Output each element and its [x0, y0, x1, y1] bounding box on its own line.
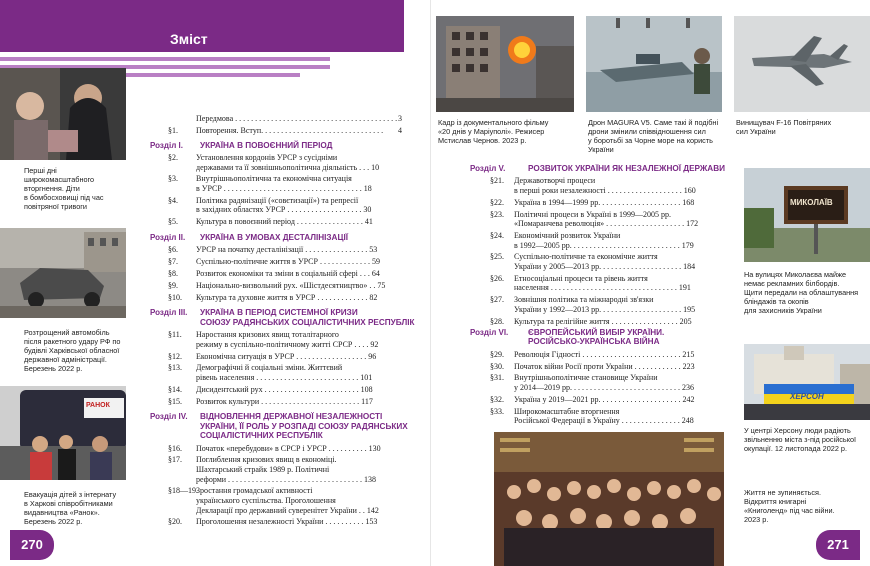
- section-label: Розділ I.: [150, 140, 183, 150]
- toc-item-text: Суспільно-політичне та економічне життя: [514, 252, 658, 262]
- toc-item-text: Початок «перебудови» в СРСР і УРСР . . . . . . . . . . 130: [196, 443, 381, 453]
- section-title: ВІДНОВЛЕННЯ ДЕРЖАВНОЇ НЕЗАЛЕЖНОСТІ: [200, 412, 383, 422]
- toc-item-number: §31.: [490, 373, 504, 383]
- section-title: ЄВРОПЕЙСЬКИЙ ВИБІР УКРАЇНИ.: [528, 328, 665, 337]
- section-title: СОЮЗУ РАДЯНСЬКИХ СОЦІАЛІСТИЧНИХ РЕСПУБЛІК: [200, 317, 415, 327]
- toc-item-text: реформи . . . . . . . . . . . . . . . . . . . . . . . . . . . . . . . . . . 138: [196, 474, 377, 484]
- section-label: Розділ VI.: [470, 328, 509, 337]
- toc-item-number: §2.: [168, 153, 178, 162]
- toc-item-text: українського суспільства. Проголошення: [196, 496, 336, 505]
- toc-item-text: Суспільно-політичне життя в УРСР . . . . . . . . . . . . . 59: [196, 257, 380, 267]
- toc-item-number: §30.: [490, 361, 504, 371]
- caption-bomb-shelter: Перші дні широкомасштабного вторгнення. Діти в бомбосховищі під час повітряної тривоги: [24, 166, 104, 211]
- toc-item-text: Культура та духовне життя в УРСР . . . . . . . . . . . . . 82: [196, 292, 378, 302]
- toc-item-number: §1.: [168, 125, 178, 135]
- toc-item-number: §5.: [168, 217, 178, 227]
- toc-item-number: §29.: [490, 349, 504, 359]
- toc-item-text: Внутрішньополітичне становище України: [514, 373, 658, 383]
- toc-item-text: Зростання громадської активності: [196, 486, 313, 496]
- toc-item-page: 4: [398, 125, 402, 135]
- toc-item-text: Політика радянізації («совєтизації») та репресії: [196, 195, 359, 205]
- ranok-logo: РАНОК: [86, 402, 110, 409]
- toc-item-text: Передмова . . . . . . . . . . . . . . . . . . . . . . . . . . . . . . . . . . . . . . . . .: [196, 114, 398, 123]
- toc-item-text: Революція Гідності . . . . . . . . . . . . . . . . . . . . . . . . . 215: [514, 349, 695, 359]
- toc-item-number: §17.: [168, 455, 182, 465]
- toc-item-text: в західних областях УРСР . . . . . . . . . . . . . . . . . . . 30: [196, 205, 372, 215]
- caption-magura: Дрон MAGURA V5. Саме такі й подібні дрони змінили співвідношення сил у боротьбі за Чорне море на користь України: [588, 118, 719, 154]
- toc-item-number: §4.: [168, 195, 178, 205]
- toc-item-number: §15.: [168, 396, 182, 406]
- page-number-right: 271: [816, 530, 860, 560]
- page-number-left: 270: [10, 530, 54, 560]
- toc-item-text: Поглиблення кризових явищ в економіці.: [196, 455, 337, 465]
- toc-item-text: України у 2005—2013 рр. . . . . . . . . . . . . . . . . . . . . 184: [514, 262, 696, 271]
- toc-item-text: в 1992—2005 рр. . . . . . . . . . . . . . . . . . . . . . . . . . . . 179: [514, 240, 694, 250]
- toc-item-number: §3.: [168, 174, 178, 184]
- photo-mykolaiv: [744, 168, 870, 262]
- toc-item-text: Культура в повоєнний період . . . . . . . . . . . . . . . . . 41: [196, 217, 373, 227]
- photo-kherson: [744, 344, 870, 420]
- page-gutter: [430, 0, 431, 566]
- section-label: Розділ II.: [150, 233, 186, 242]
- toc-item-text: УРСР на початку десталінізації . . . . . . . . . . . . . . . . 53: [196, 245, 378, 255]
- toc-item-text: Культура та релігійне життя . . . . . . . . . . . . . . . . . 205: [514, 316, 692, 326]
- toc-item-number: §25.: [490, 252, 504, 262]
- caption-mykolaiv: На вулицях Миколаєва майже немає рекламних білбордів. Щити передали на облаштування бліндажів та окопів для захисників України: [744, 270, 859, 315]
- toc-item-text: Політичні процеси в Україні в 1999—2005 рр.: [514, 209, 672, 219]
- section-title: УКРАЇНА В ПОВОЄННИЙ ПЕРІОД: [200, 140, 333, 150]
- toc-item-number: §22.: [490, 197, 504, 207]
- caption-evacuation: Евакуація дітей з інтернату в Харкові співробітниками видавництва «Ранок». Березень 2022 р.: [24, 490, 117, 526]
- toc-item-number: §21.: [490, 176, 504, 186]
- toc-item-text: Розвиток культури . . . . . . . . . . . . . . . . . . . . . . . . . 117: [196, 396, 373, 406]
- section-title: СОЦІАЛІСТИЧНИХ РЕСПУБЛІК: [200, 431, 323, 441]
- toc-item-text: Проголошення незалежності України . . . . . . . . . . 153: [196, 517, 378, 527]
- toc-item-text: «Помаранчева революція» . . . . . . . . . . . . . . . . . . . . 172: [514, 219, 699, 229]
- toc-item-text: Декларації про державний суверенітет України . . 142: [196, 505, 379, 515]
- section-label: Розділ IV.: [150, 412, 188, 422]
- toc-item-number: §18—19.: [168, 486, 198, 496]
- toc-item-number: §8.: [168, 269, 178, 278]
- caption-destroyed-car: Розтрощений автомобіль після ракетного удару РФ по будівлі Харківської обласної державної адміністрації. Березень 2022 р.: [24, 328, 121, 373]
- section-title: РОСІЙСЬКО-УКРАЇНСЬКА ВІЙНА: [528, 337, 660, 347]
- toc-item-text: Установлення кордонів УРСР з сусідніми: [196, 153, 338, 162]
- toc-item-text: Зовнішня політика та міжнародні зв'язки: [514, 295, 654, 305]
- caption-f16: Винищувач F-16 Повітряних сил України: [736, 118, 832, 136]
- mykolaiv-sign: МИКОЛАЇВ: [790, 198, 833, 207]
- toc-item-number: §32.: [490, 394, 504, 404]
- toc-item-text: Економічний розвиток України: [514, 231, 621, 240]
- toc-item-number: §20.: [168, 517, 182, 527]
- toc-item-number: §14.: [168, 384, 182, 394]
- toc-item-text: Дисидентський рух . . . . . . . . . . . . . . . . . . . . . . . . 108: [196, 384, 373, 394]
- toc-item-text: Етносоціальні процеси та рівень життя: [514, 273, 648, 283]
- toc-item-text: Широкомасштабне вторгнення: [514, 406, 620, 416]
- toc-item-text: Національно-визвольний рух. «Шістдесятництво» . . 75: [196, 280, 386, 290]
- photo-bookstore: [494, 432, 724, 566]
- kherson-flag-text: ХЕРСОН: [790, 392, 824, 401]
- caption-kherson: У центрі Херсону люди радіють звільненню міста з-під російської окупації. 12 листопада 2022 р.: [744, 426, 857, 453]
- toc-item-text: державами та її зовнішньополітична діяльність . . . 10: [196, 162, 380, 172]
- toc-item-text: Початок війни Росії проти України . . . . . . . . . . . . 223: [514, 361, 695, 371]
- toc-item-text: Наростання кризових явищ тоталітарного: [196, 330, 339, 340]
- toc-item-text: Державотворчі процеси: [514, 176, 596, 186]
- photo-mariupol: [436, 16, 574, 112]
- toc-item-text: рівень населення . . . . . . . . . . . . . . . . . . . . . . . . . . 101: [196, 373, 373, 382]
- toc-item-text: Демографічні й соціальні зміни. Життєвий: [196, 363, 343, 373]
- toc-item-number: §11.: [168, 330, 182, 340]
- toc-item-text: Повторення. Вступ. . . . . . . . . . . . . . . . . . . . . . . . . . . . . . .: [196, 125, 384, 135]
- toc-item-number: §23.: [490, 209, 504, 219]
- toc-item-number: §28.: [490, 316, 504, 326]
- caption-mariupol: Кадр із документального фільму «20 днів у Маріуполі». Режисер Мстислав Чернов. 2023 р.: [438, 118, 549, 145]
- header-stripe: [0, 57, 330, 61]
- toc-item-number: §9.: [168, 280, 178, 290]
- toc-item-text: Економічна ситуація в УРСР . . . . . . . . . . . . . . . . . . 96: [196, 351, 377, 361]
- section-title: УКРАЇНИ, ЇЇ РОЛЬ У РОЗПАДІ СОЮЗУ РАДЯНСЬКИХ: [200, 421, 408, 431]
- toc-item-number: §13.: [168, 363, 182, 373]
- caption-bookstore: Життя не зупиняється. Відкриття книгарні «Книголенд» під час війни. 2023 р.: [744, 488, 835, 524]
- toc-item-text: населення . . . . . . . . . . . . . . . . . . . . . . . . . . . . . . . . 191: [514, 283, 691, 293]
- toc-item-text: Україна у 2019—2021 рр. . . . . . . . . . . . . . . . . . . . . 242: [514, 394, 695, 404]
- toc-item-text: Україна в 1994—1999 рр. . . . . . . . . . . . . . . . . . . . . 168: [514, 197, 695, 207]
- toc-item-text: України у 1992—2013 рр. . . . . . . . . . . . . . . . . . . . . 195: [514, 304, 696, 314]
- section-title: РОЗВИТОК УКРАЇНИ ЯК НЕЗАЛЕЖНОЇ ДЕРЖАВИ: [528, 164, 726, 173]
- toc-item-number: §24.: [490, 231, 504, 240]
- toc-item-number: §33.: [490, 406, 504, 416]
- toc-item-number: §7.: [168, 257, 178, 267]
- toc-item-text: Внутрішньополітична та економічна ситуація: [196, 174, 352, 184]
- photo-bomb-shelter: [0, 68, 126, 160]
- toc-item-text: у 2014—2019 рр. . . . . . . . . . . . . . . . . . . . . . . . . . . . 236: [514, 383, 694, 392]
- toc-item-number: §6.: [168, 245, 178, 255]
- photo-destroyed-car: [0, 228, 126, 318]
- toc-item-number: §26.: [490, 273, 504, 283]
- page-title: Зміст: [170, 31, 208, 47]
- photo-evacuation-ranok: [0, 386, 126, 480]
- toc-item-page: 3: [398, 114, 402, 123]
- section-title: УКРАЇНА В ПЕРІОД СИСТЕМНОЇ КРИЗИ: [200, 308, 358, 318]
- toc-item-number: §10.: [168, 292, 182, 302]
- section-title: УКРАЇНА В УМОВАХ ДЕСТАЛІНІЗАЦІЇ: [200, 233, 348, 242]
- toc-item-text: Розвиток економіки та зміни в соціальній сфері . . . 64: [196, 269, 380, 278]
- photo-magura-drone: [586, 16, 722, 112]
- section-label: Розділ III.: [150, 308, 188, 318]
- toc-item-text: в перші роки незалежності . . . . . . . . . . . . . . . . . . . 160: [514, 186, 696, 195]
- toc-item-text: в УРСР . . . . . . . . . . . . . . . . . . . . . . . . . . . . . . . . . . . 18: [196, 184, 372, 193]
- toc-item-number: §27.: [490, 295, 504, 305]
- toc-item-number: §12.: [168, 351, 182, 361]
- section-label: Розділ V.: [470, 164, 506, 173]
- toc-item-text: Шахтарський страйк 1989 р. Політичні: [196, 465, 330, 474]
- toc-item-number: §16.: [168, 443, 182, 453]
- toc-item-text: режиму в суспільно-політичному житті СРСР . . . . 92: [196, 339, 379, 349]
- photo-f16-jet: [734, 16, 870, 112]
- toc-item-text: Російської Федерації в Україну . . . . . . . . . . . . . . . 248: [514, 416, 694, 426]
